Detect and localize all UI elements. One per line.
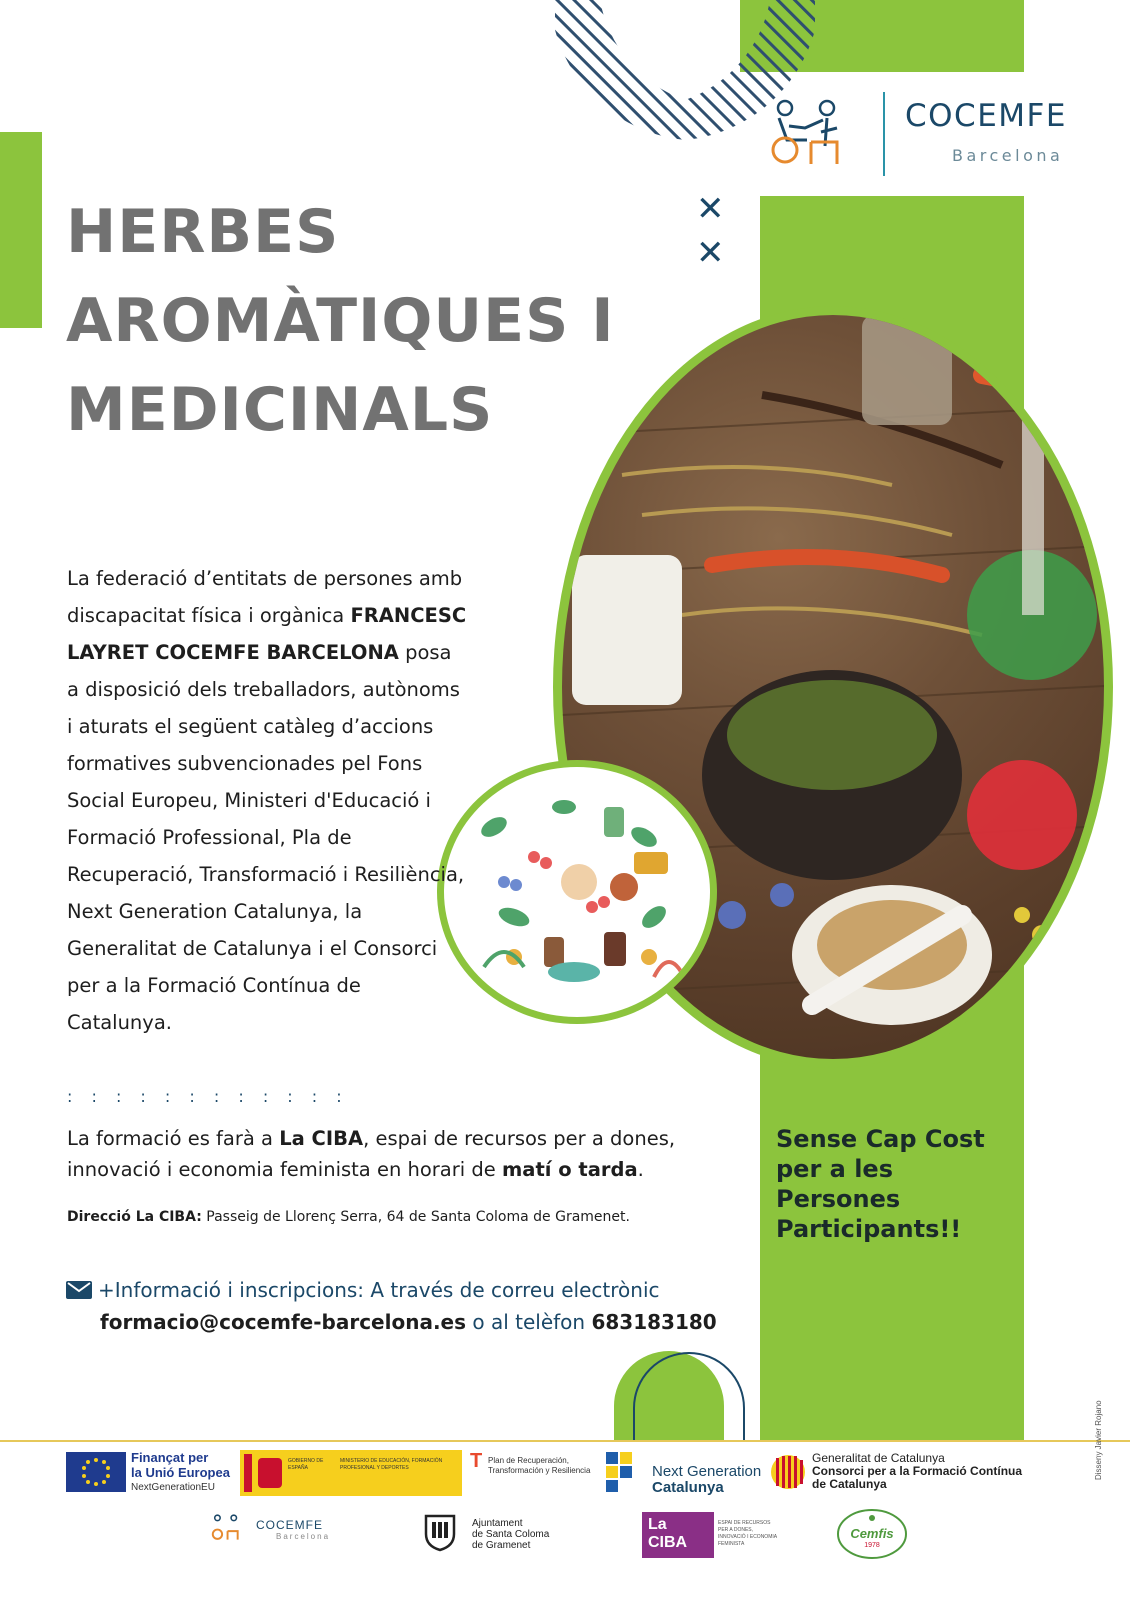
location-text-3: .: [637, 1158, 644, 1181]
recovery-plan-line-2: Transformación y Resiliencia: [488, 1466, 591, 1475]
ministry-name-text: MINISTERIO DE EDUCACIÓN, FORMACIÓN PROFESIONAL Y DEPORTES: [340, 1458, 443, 1471]
organization-name: FRANCESC LAYRET COCEMFE BARCELONA: [67, 604, 467, 664]
eu-flag-icon: [66, 1452, 126, 1492]
cemfis-name: Cemfis: [850, 1526, 894, 1541]
logo-divider: [883, 92, 885, 176]
title-line-1: HERBES: [66, 197, 340, 267]
eu-line-2: la Unió Europea: [131, 1465, 230, 1480]
recovery-plan-logo: [470, 1450, 591, 1476]
address-value: Passeig de Llorenç Serra, 64 de Santa Coloma de Gramenet.: [201, 1209, 630, 1225]
eu-line-3: NextGenerationEU: [131, 1482, 215, 1493]
recovery-plan-line-1: Plan de Recuperación,: [488, 1456, 569, 1465]
location-place: La CIBA: [279, 1127, 364, 1150]
eu-line-1: Finançat per: [131, 1450, 209, 1465]
recovery-plan-mark: T: [470, 1450, 483, 1472]
ngc-line-1: Next Generation: [652, 1463, 762, 1480]
address-line: [67, 1209, 717, 1225]
callout-line-3: Persones: [776, 1185, 901, 1213]
gencat-line-3: de Catalunya: [812, 1477, 887, 1491]
wheelchair-people-icon: [765, 98, 849, 170]
gencat-line-1: Generalitat de Catalunya: [812, 1451, 945, 1465]
contact-phone-prefix: o al telèfon: [466, 1310, 592, 1334]
callout-line-2: per a les: [776, 1155, 893, 1183]
location-paragraph: [67, 1123, 717, 1185]
cocemfe-logo-name: COCEMFE: [905, 98, 1067, 134]
ministry-gob-text: GOBIERNO DE ESPAÑA: [288, 1458, 324, 1471]
free-of-charge-callout: [776, 1124, 1026, 1244]
ajuntament-line-3: de Gramenet: [472, 1540, 531, 1551]
cocemfe-footer-city: Barcelona: [276, 1532, 331, 1541]
title-line-3: MEDICINALS: [66, 375, 494, 445]
page-title: [66, 188, 706, 455]
ajuntament-line-1: Ajuntament: [472, 1518, 523, 1529]
ajuntament-logo: [420, 1512, 549, 1551]
left-accent-bar: [0, 132, 42, 328]
intro-text-after: posa a disposició dels treballadors, autònoms i aturats el següent catàleg d’accions formatives subvencionades pel Fons Social Europeu, Ministeri d'Educació i Formació Professional, Pla de Recuperació, Transformació i Resiliència, Next Generation Catalunya, la Generalitat de Catalunya i el Consorci per a la Formació Contínua de Catalunya.: [67, 641, 465, 1034]
cocemfe-logo-city: Barcelona: [952, 146, 1064, 165]
cross-mark-icon: ✕: [696, 189, 725, 229]
location-text-2: , espai de recursos per a dones, innovació i economia feminista en horari de: [67, 1127, 676, 1181]
ngc-squares-icon: [606, 1452, 646, 1492]
cocemfe-footer-name: COCEMFE: [256, 1518, 323, 1532]
cocemfe-footer-logo: [208, 1518, 330, 1541]
contact-info: [66, 1278, 660, 1302]
contact-label: +Informació i inscripcions: A través de correu electrònic: [98, 1278, 660, 1302]
spanish-ministry-logo: [240, 1450, 462, 1496]
title-line-2: AROMÀTIQUES I: [66, 286, 615, 356]
dotted-separator: : : : : : : : : : : : :: [67, 1087, 349, 1106]
ngc-line-2: Catalunya: [652, 1479, 724, 1496]
cemfis-logo: [836, 1508, 908, 1560]
ajuntament-line-2: de Santa Coloma: [472, 1529, 550, 1540]
address-label: Direcció La CIBA:: [67, 1209, 202, 1225]
intro-paragraph: [67, 560, 467, 1041]
la-ciba-subtitle: ESPAI DE RECURSOS PER A DONES, INNOVACIÓ I ECONOMIA FEMINISTA: [718, 1520, 777, 1547]
design-credit: Disseny Javier Rojano: [1094, 1400, 1103, 1480]
coat-of-arms-icon: [258, 1458, 282, 1488]
cross-mark-icon: ✕: [696, 233, 725, 273]
contact-email-link[interactable]: formacio@cocemfe-barcelona.es: [100, 1310, 467, 1334]
la-ciba-logo: La CIBA: [642, 1512, 714, 1558]
catalan-flag-icon: [770, 1452, 806, 1492]
gencat-line-2: Consorci per a la Formació Contínua: [812, 1464, 1023, 1478]
location-schedule: matí o tarda: [501, 1158, 638, 1181]
envelope-icon: [66, 1281, 92, 1299]
callout-line-4: Participants!!: [776, 1215, 962, 1243]
herbs-icons-illustration: [444, 767, 710, 1017]
city-crest-icon: [420, 1512, 460, 1552]
location-text-1: La formació es farà a: [67, 1127, 280, 1150]
intro-text-before: La federació d’entitats de persones amb discapacitat física i orgànica: [67, 567, 463, 627]
contact-details: [100, 1310, 717, 1334]
arch-decoration: [604, 1346, 754, 1446]
cocemfe-logo: [775, 92, 1105, 182]
contact-phone[interactable]: 683183180: [591, 1310, 717, 1334]
cemfis-year: 1978: [864, 1542, 880, 1549]
callout-line-1: Sense Cap Cost: [776, 1125, 985, 1153]
herbs-illustration: [437, 760, 717, 1024]
wheelchair-people-icon: [208, 1514, 244, 1542]
next-generation-catalunya-logo: [606, 1454, 761, 1496]
eu-funding-logo: [131, 1450, 230, 1495]
spain-flag-icon: [244, 1454, 252, 1492]
generalitat-logo: [770, 1452, 1022, 1491]
